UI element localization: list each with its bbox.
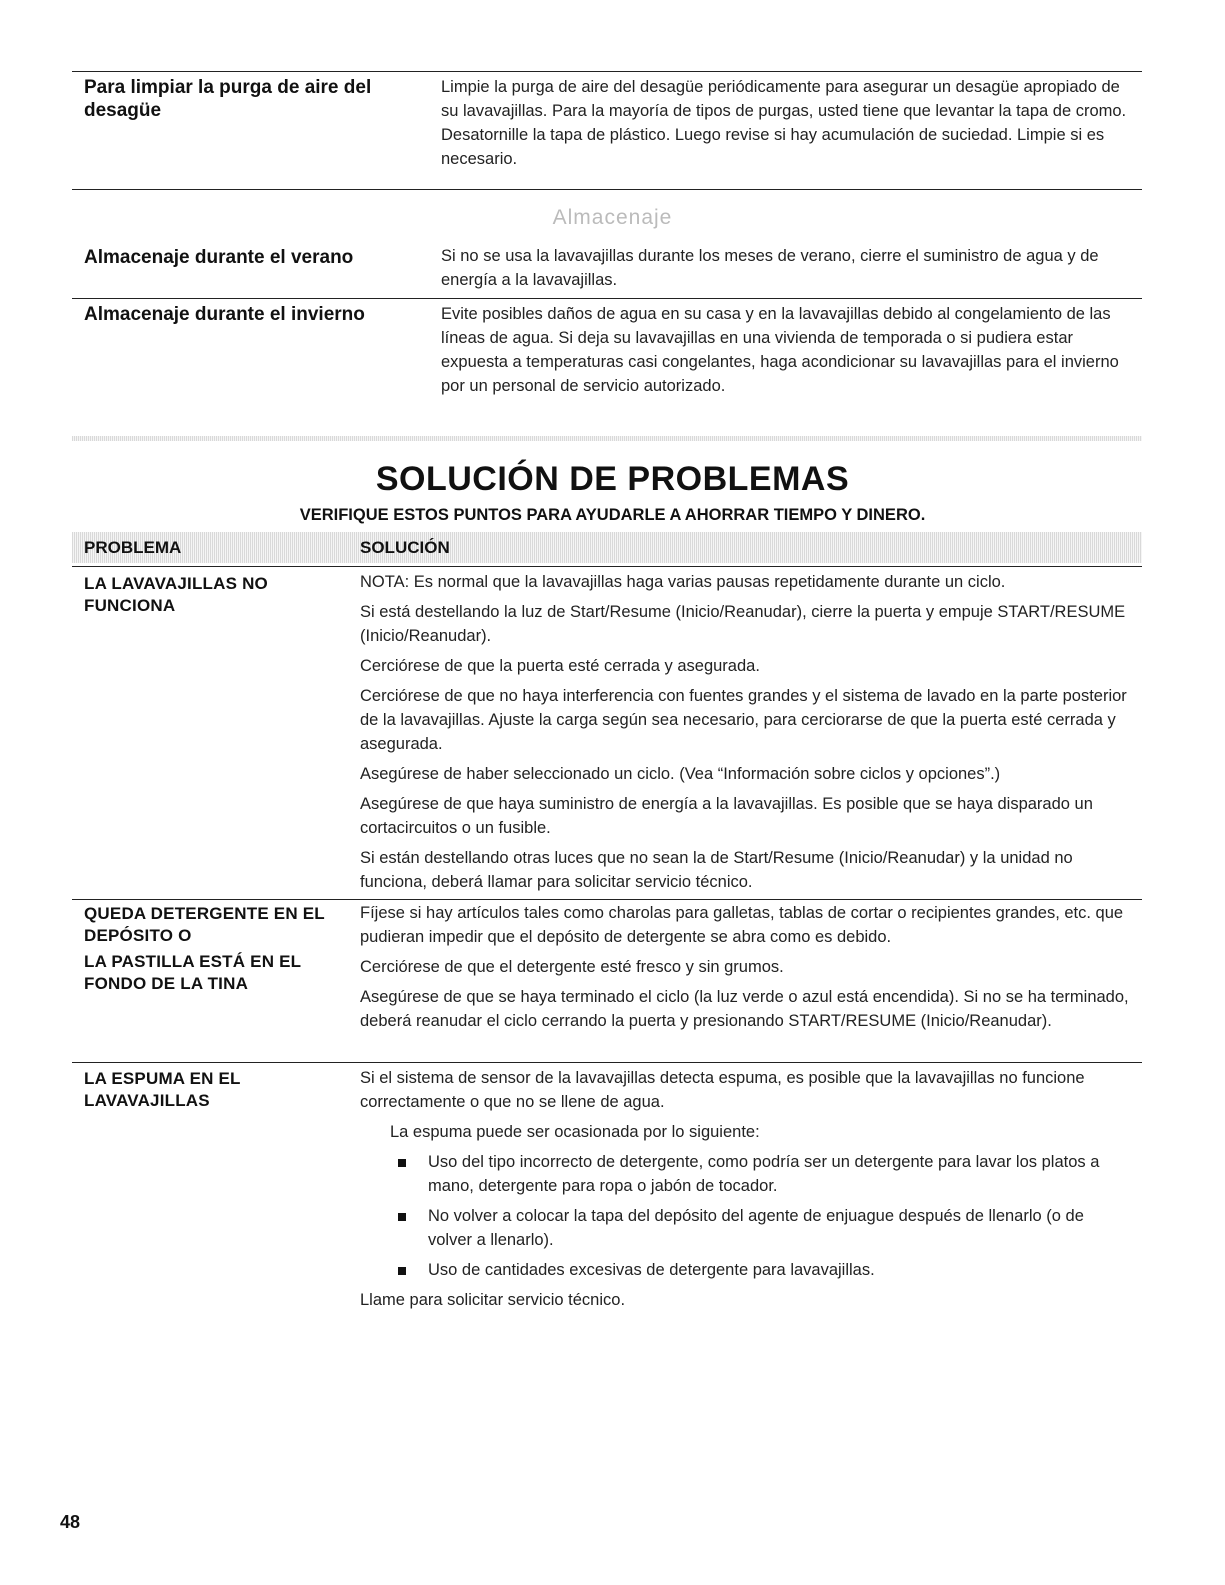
solution-item: Asegúrese de que se haya terminado el ciclo (la luz verde o azul está encendida). Si no se ha terminado, deberá reanudar el ciclo cerrando la puerta y presionando START/RESUME (Inicio/Reanudar).	[360, 988, 1129, 1030]
solution-item: Cerciórese de que no haya interferencia con fuentes grandes y el sistema de lavado en la parte posterior de la lavavajillas. Ajuste la carga según sea necesario, para cerciorarse de que la puerta esté cerrada y asegurada.	[360, 687, 1127, 753]
problem-detergent-line-1: QUEDA DETERGENTE EN EL DEPÓSITO O	[84, 904, 325, 945]
solutions-not-running	[360, 570, 1130, 900]
bullet-icon	[398, 1213, 406, 1221]
problem-foam: LA ESPUMA EN EL LAVAVAJILLAS	[84, 1069, 241, 1110]
divider	[72, 566, 1142, 567]
air-gap-label: Para limpiar la purga de aire del desagüe	[84, 77, 372, 121]
solution-item: Asegúrese de haber seleccionado un ciclo. (Vea “Información sobre ciclos y opciones”.)	[360, 765, 1001, 783]
cause-text: Uso de cantidades excesivas de detergente para lavavajillas.	[428, 1261, 875, 1279]
foam-cause-list	[390, 1150, 1130, 1282]
divider	[72, 899, 1142, 900]
winter-storage-label: Almacenaje durante el invierno	[84, 304, 365, 325]
divider	[72, 298, 1142, 299]
solution-item: Asegúrese de que haya suministro de energía a la lavavajillas. Es posible que se haya disparado un cortacircuitos o un fusible.	[360, 795, 1093, 837]
air-gap-text: Limpie la purga de aire del desagüe periódicamente para asegurar un desagüe apropiado de su lavavajillas. Para la mayoría de tipos de purgas, usted tiene que levantar la tapa de cromo. Desatornille la tapa de plástico. Luego revise si hay acumulación de suciedad. Limpie si es necesario.	[441, 78, 1127, 168]
solution-item: Si están destellando otras luces que no sean la de Start/Resume (Inicio/Reanudar) y la unidad no funciona, deberá llamar para solicitar servicio técnico.	[360, 849, 1073, 891]
solutions-detergent-left	[360, 901, 1130, 1039]
table-header-band	[72, 532, 1142, 563]
solution-item: NOTA: Es normal que la lavavajillas haga varias pausas repetidamente durante un ciclo.	[360, 573, 1006, 591]
foam-cause-intro: La espuma puede ser ocasionada por lo siguiente:	[390, 1123, 760, 1141]
page-number: 48	[60, 1512, 81, 1532]
troubleshooting-title: SOLUCIÓN DE PROBLEMAS	[375, 460, 850, 498]
column-header-solution: SOLUCIÓN	[360, 538, 450, 557]
foam-closing: Llame para solicitar servicio técnico.	[360, 1291, 626, 1309]
bullet-icon	[398, 1159, 406, 1167]
problem-not-running: LA LAVAVAJILLAS NO FUNCIONA	[84, 574, 268, 615]
solution-item: Cerciórese de que la puerta esté cerrada y asegurada.	[360, 657, 760, 675]
foam-intro: Si el sistema de sensor de la lavavajillas detecta espuma, es posible que la lavavajillas no funcione correctamente o que no se llene de agua.	[360, 1069, 1085, 1111]
list-item	[390, 1258, 1130, 1282]
section-separator	[72, 436, 1142, 441]
divider	[72, 189, 1142, 190]
cause-text: No volver a colocar la tapa del depósito del agente de enjuague después de llenarlo (o de volver a llenarlo).	[428, 1207, 1084, 1249]
column-header-problem: PROBLEMA	[84, 538, 182, 557]
solutions-foam	[360, 1066, 1130, 1318]
solution-item: Fíjese si hay artículos tales como charolas para galletas, tablas de cortar o recipientes grandes, etc. que pudieran impedir que el depósito de detergente se abra como es debido.	[360, 904, 1124, 946]
divider	[72, 71, 1142, 72]
problem-detergent-left	[84, 903, 344, 995]
list-item	[390, 1150, 1130, 1198]
bullet-icon	[398, 1267, 406, 1275]
list-item	[390, 1204, 1130, 1252]
summer-storage-text: Si no se usa la lavavajillas durante los meses de verano, cierre el suministro de agua y de energía a la lavavajillas.	[441, 247, 1099, 289]
troubleshooting-subtitle: VERIFIQUE ESTOS PUNTOS PARA AYUDARLE A AHORRAR TIEMPO Y DINERO.	[299, 506, 926, 524]
solution-item: Si está destellando la luz de Start/Resume (Inicio/Reanudar), cierre la puerta y empuje START/RESUME (Inicio/Reanudar).	[360, 603, 1126, 645]
cause-text: Uso del tipo incorrecto de detergente, como podría ser un detergente para lavar los platos a mano, detergente para ropa o jabón de tocador.	[428, 1153, 1100, 1195]
winter-storage-text: Evite posibles daños de agua en su casa y en la lavavajillas debido al congelamiento de las líneas de agua. Si deja su lavavajillas en una vivienda de temporada o si pudiera estar expuesta a temperaturas casi congelantes, haga acondicionar su lavavajillas para el invierno por un personal de servicio autorizado.	[441, 305, 1119, 395]
summer-storage-label: Almacenaje durante el verano	[84, 247, 354, 268]
solution-item: Cerciórese de que el detergente esté fresco y sin grumos.	[360, 958, 784, 976]
divider	[72, 1062, 1142, 1063]
storage-title: Almacenaje	[552, 206, 673, 229]
problem-detergent-line-2: LA PASTILLA ESTÁ EN EL FONDO DE LA TINA	[84, 952, 301, 993]
